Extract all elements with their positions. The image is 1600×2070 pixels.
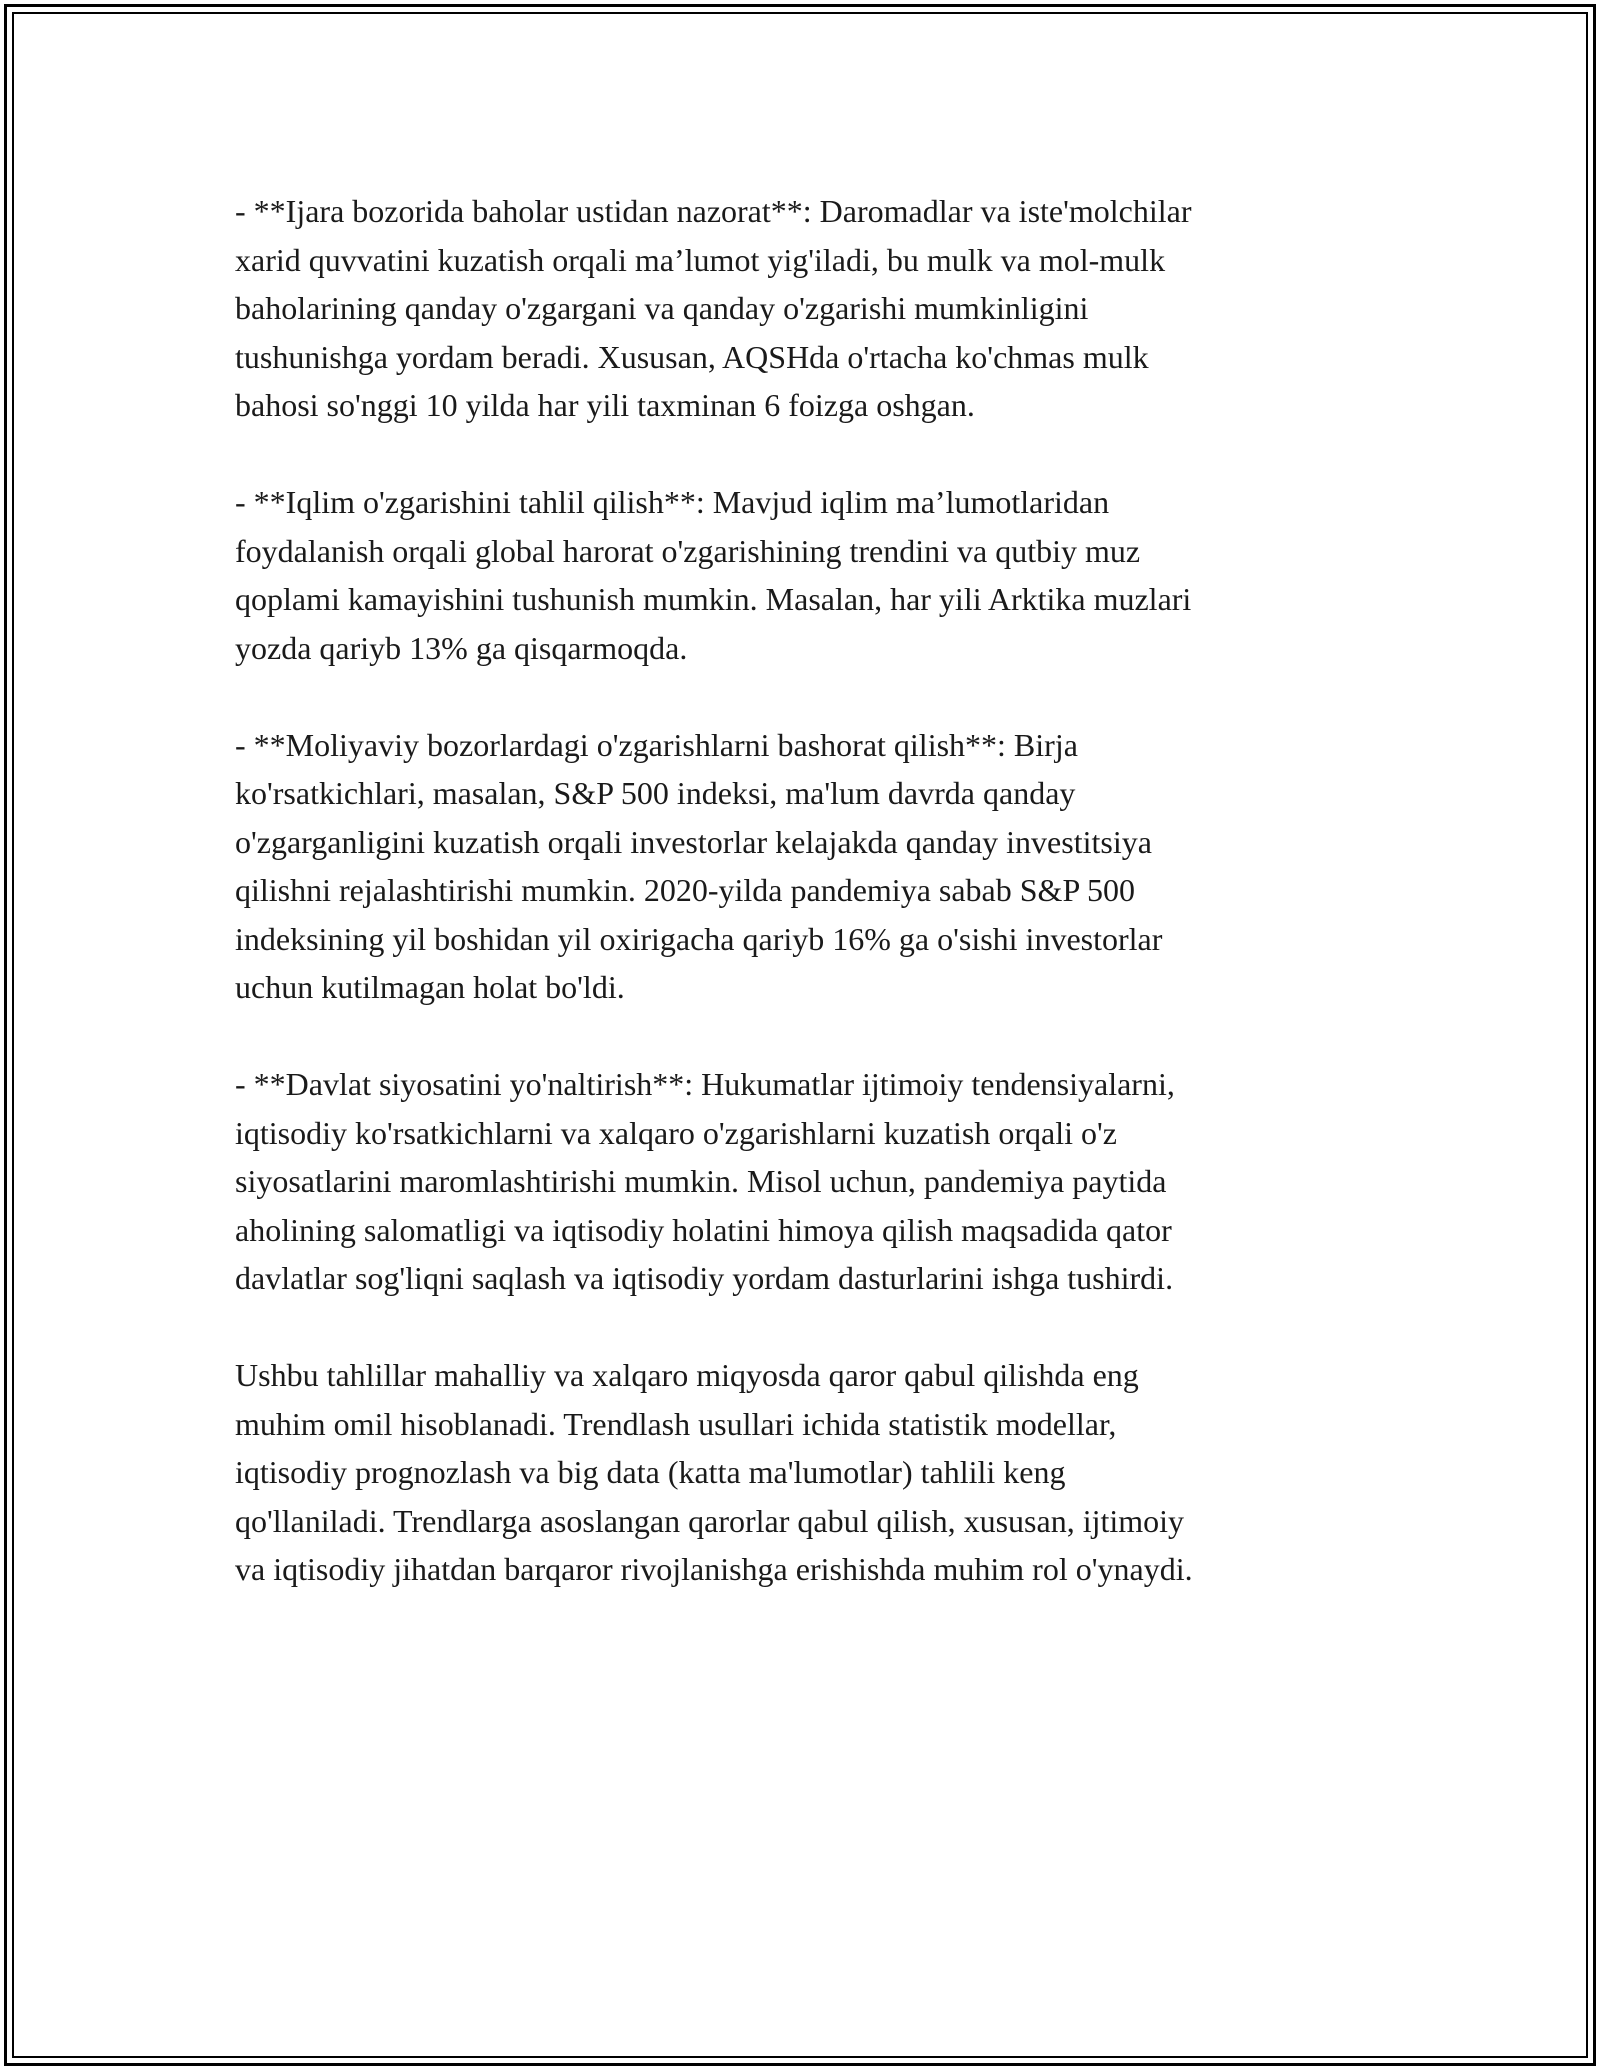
document-body: [235, 187, 1365, 1594]
paragraph-conclusion: Ushbu tahlillar mahalliy va xalqaro miqyosda qaror qabul qilishda eng muhim omil hisoblanadi. Trendlash usullari ichida statistik modellar, iqtisodiy prognozlash va big data (katta ma'lumotlar) tahlili keng qo'llaniladi. Trendlarga asoslangan qarorlar qabul qilish, xususan, ijtimoiy va iqtisodiy jihatdan barqaror rivojlanishga erishishda muhim rol o'ynaydi.: [235, 1357, 1193, 1587]
paragraph-rental-price-control: - **Ijara bozorida baholar ustidan nazorat**: Daromadlar va iste'molchilar xarid quvvatini kuzatish orqali ma’lumot yig'iladi, bu mulk va mol-mulk baholarining qanday o'zgargani va qanday o'zgarishi mumkinligini tushunishga yordam beradi. Xususan, AQSHda o'rtacha ko'chmas mulk bahosi so'nggi 10 yilda har yili taxminan 6 foizga oshgan.: [235, 193, 1192, 423]
paragraph-state-policy: - **Davlat siyosatini yo'naltirish**: Hukumatlar ijtimoiy tendensiyalarni, iqtisodiy ko'rsatkichlarni va xalqaro o'zgarishlarni kuzatish orqali o'z siyosatlarini maromlashtirishi mumkin. Misol uchun, pandemiya paytida aholining salomatligi va iqtisodiy holatini himoya qilish maqsadida qator davlatlar sog'liqni saqlash va iqtisodiy yordam dasturlarini ishga tushirdi.: [235, 1066, 1175, 1296]
paragraph-climate-change-analysis: - **Iqlim o'zgarishini tahlil qilish**: Mavjud iqlim ma’lumotlaridan foydalanish orqali global harorat o'zgarishining trendini va qutbiy muz qoplami kamayishini tushunish mumkin. Masalan, har yili Arktika muzlari yozda qariyb 13% ga qisqarmoqda.: [235, 484, 1192, 666]
paragraph-financial-market-forecast: - **Moliyaviy bozorlardagi o'zgarishlarni bashorat qilish**: Birja ko'rsatkichlari, masalan, S&P 500 indeksi, ma'lum davrda qanday o'zgarganligini kuzatish orqali investorlar kelajakda qanday investitsiya qilishni rejalashtirishi mumkin. 2020-yilda pandemiya sabab S&P 500 indeksining yil boshidan yil oxirigacha qariyb 16% ga o'sishi investorlar uchun kutilmagan holat bo'ldi.: [235, 726, 1163, 1005]
